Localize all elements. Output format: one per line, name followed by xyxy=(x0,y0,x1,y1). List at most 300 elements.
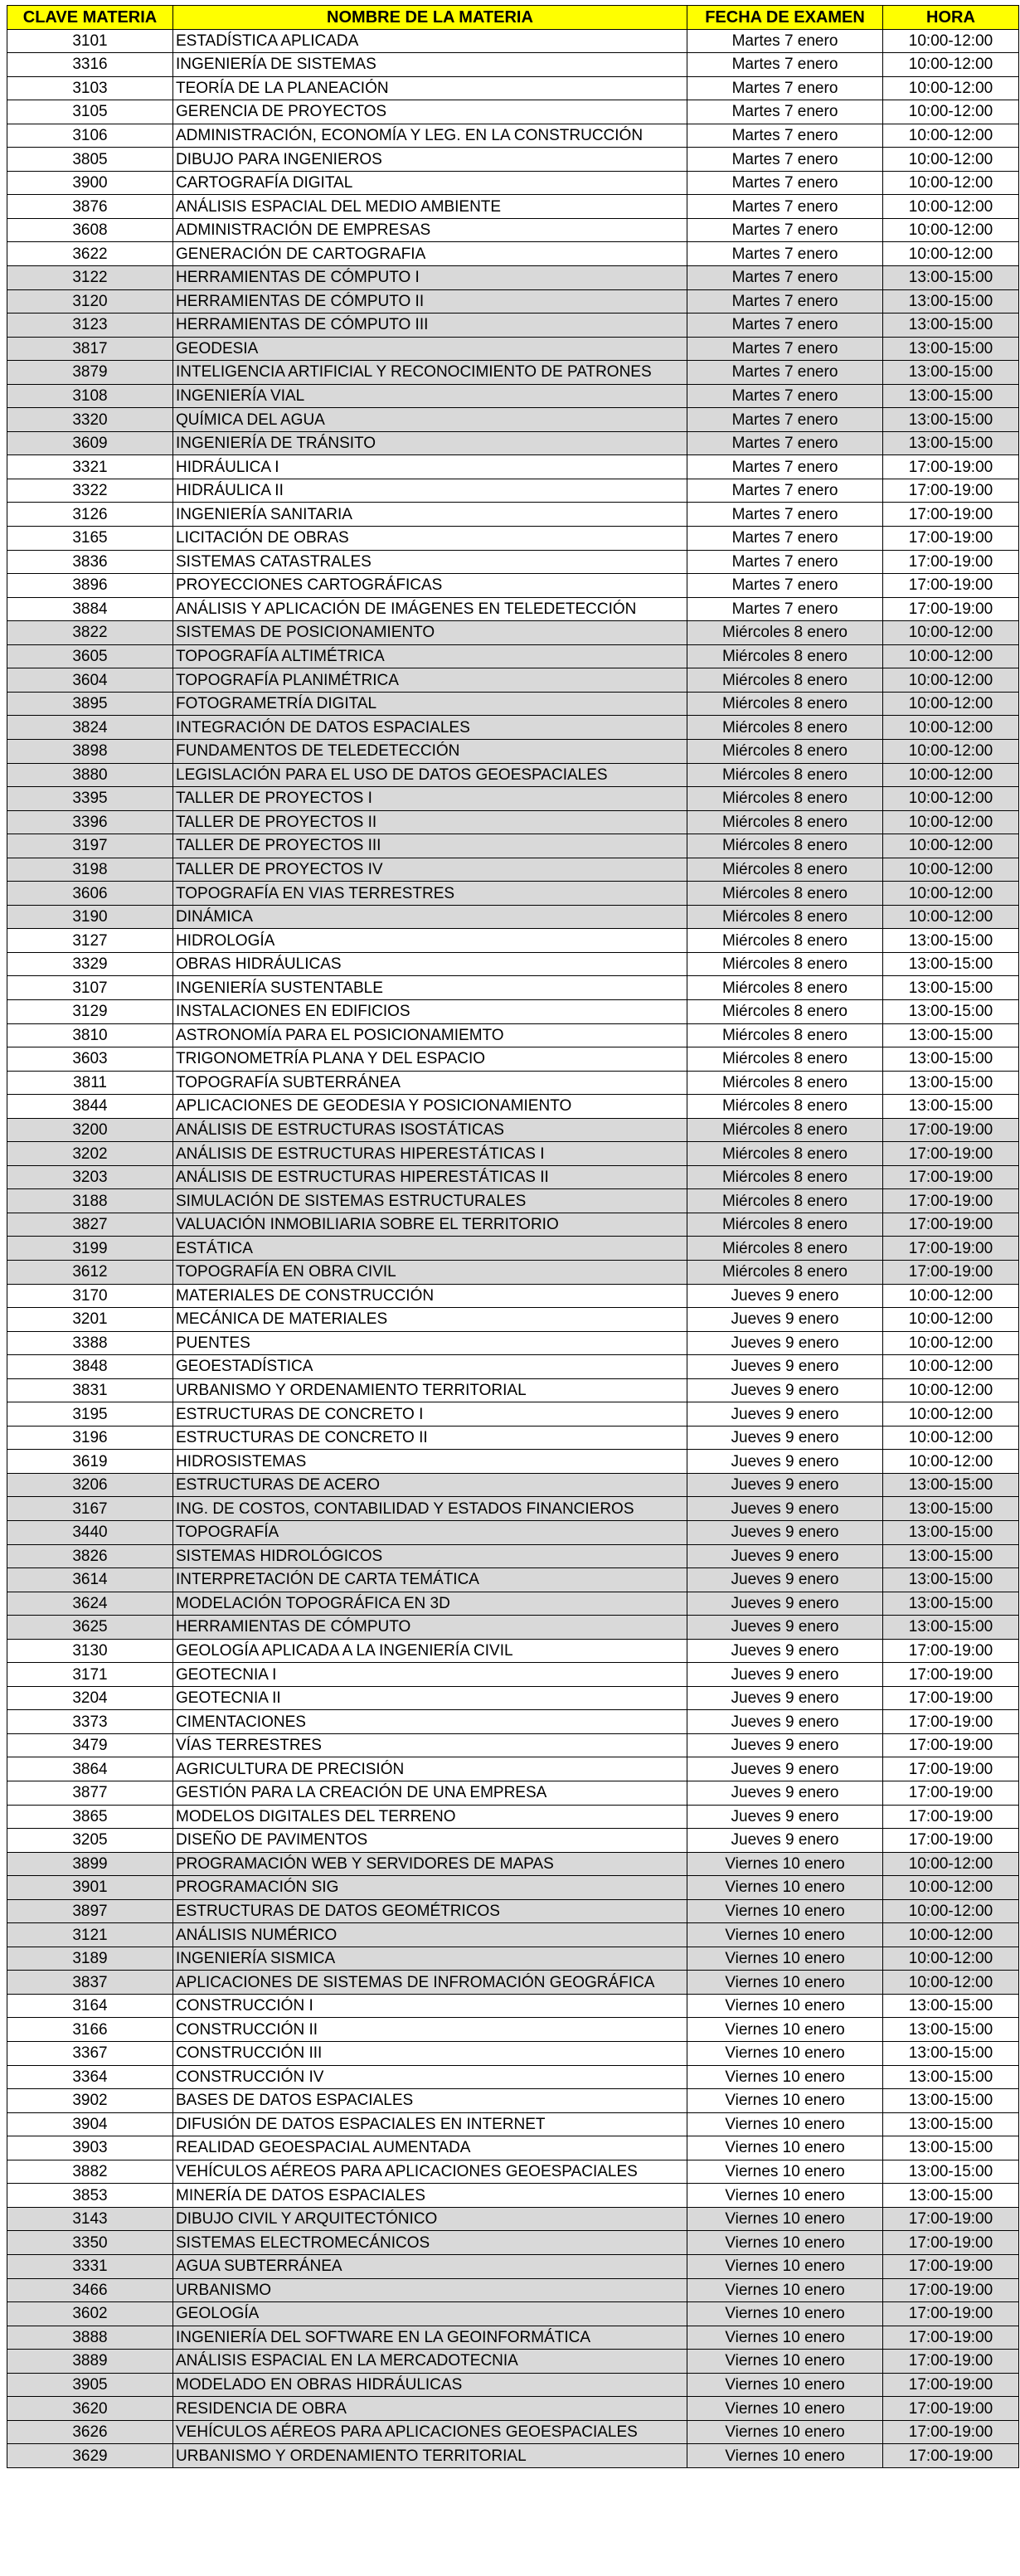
cell-nombre: TALLER DE PROYECTOS III xyxy=(173,834,687,858)
table-row xyxy=(7,739,1019,763)
cell-hora: 10:00-12:00 xyxy=(883,1923,1019,1947)
table-row xyxy=(7,527,1019,551)
table-row xyxy=(7,1473,1019,1497)
cell-fecha: Viernes 10 enero xyxy=(687,2350,883,2374)
table-row xyxy=(7,810,1019,834)
cell-fecha: Jueves 9 enero xyxy=(687,1663,883,1687)
table-row xyxy=(7,2326,1019,2350)
cell-clave: 3199 xyxy=(7,1237,173,1261)
cell-fecha: Jueves 9 enero xyxy=(687,1331,883,1355)
header-nombre-materia: NOMBRE DE LA MATERIA xyxy=(173,6,687,30)
table-row xyxy=(7,2254,1019,2278)
cell-hora: 17:00-19:00 xyxy=(883,2254,1019,2278)
cell-clave: 3200 xyxy=(7,1118,173,1142)
table-row xyxy=(7,858,1019,882)
cell-clave: 3853 xyxy=(7,2184,173,2208)
cell-fecha: Viernes 10 enero xyxy=(687,2089,883,2113)
table-row xyxy=(7,455,1019,479)
cell-fecha: Viernes 10 enero xyxy=(687,2136,883,2160)
cell-hora: 10:00-12:00 xyxy=(883,76,1019,100)
cell-fecha: Martes 7 enero xyxy=(687,431,883,455)
cell-hora: 17:00-19:00 xyxy=(883,2326,1019,2350)
cell-nombre: GENERACIÓN DE CARTOGRAFIA xyxy=(173,242,687,266)
cell-clave: 3620 xyxy=(7,2397,173,2421)
cell-nombre: INSTALACIONES EN EDIFICIOS xyxy=(173,999,687,1023)
cell-fecha: Viernes 10 enero xyxy=(687,2231,883,2255)
cell-hora: 13:00-15:00 xyxy=(883,337,1019,361)
cell-clave: 3188 xyxy=(7,1189,173,1213)
cell-nombre: GESTIÓN PARA LA CREACIÓN DE UNA EMPRESA xyxy=(173,1781,687,1806)
table-row xyxy=(7,1047,1019,1072)
cell-fecha: Jueves 9 enero xyxy=(687,1308,883,1332)
table-row xyxy=(7,2065,1019,2089)
cell-clave: 3898 xyxy=(7,739,173,763)
cell-clave: 3364 xyxy=(7,2065,173,2089)
table-row xyxy=(7,550,1019,574)
cell-clave: 3884 xyxy=(7,597,173,621)
table-row xyxy=(7,313,1019,338)
table-row xyxy=(7,479,1019,503)
cell-clave: 3203 xyxy=(7,1165,173,1189)
cell-clave: 3905 xyxy=(7,2373,173,2397)
cell-hora: 10:00-12:00 xyxy=(883,195,1019,219)
cell-hora: 13:00-15:00 xyxy=(883,313,1019,338)
cell-clave: 3170 xyxy=(7,1284,173,1308)
cell-nombre: VEHÍCULOS AÉREOS PARA APLICACIONES GEOESPACIALES xyxy=(173,2160,687,2184)
cell-clave: 3204 xyxy=(7,1686,173,1710)
table-row xyxy=(7,1971,1019,1995)
table-row xyxy=(7,408,1019,432)
cell-nombre: ESTRUCTURAS DE CONCRETO I xyxy=(173,1402,687,1427)
table-row xyxy=(7,218,1019,242)
cell-hora: 17:00-19:00 xyxy=(883,479,1019,503)
cell-clave: 3629 xyxy=(7,2444,173,2468)
cell-hora: 13:00-15:00 xyxy=(883,1095,1019,1119)
cell-fecha: Jueves 9 enero xyxy=(687,1426,883,1450)
cell-nombre: TRIGONOMETRÍA PLANA Y DEL ESPACIO xyxy=(173,1047,687,1072)
cell-fecha: Miércoles 8 enero xyxy=(687,1023,883,1047)
table-row xyxy=(7,1284,1019,1308)
cell-clave: 3896 xyxy=(7,574,173,598)
cell-nombre: DIFUSIÓN DE DATOS ESPACIALES EN INTERNET xyxy=(173,2112,687,2136)
cell-clave: 3167 xyxy=(7,1497,173,1521)
cell-hora: 10:00-12:00 xyxy=(883,882,1019,906)
cell-nombre: ESTADÍSTICA APLICADA xyxy=(173,29,687,53)
cell-clave: 3367 xyxy=(7,2042,173,2066)
cell-clave: 3440 xyxy=(7,1521,173,1545)
cell-hora: 17:00-19:00 xyxy=(883,1757,1019,1781)
cell-clave: 3329 xyxy=(7,952,173,976)
cell-clave: 3899 xyxy=(7,1852,173,1876)
cell-nombre: ESTRUCTURAS DE CONCRETO II xyxy=(173,1426,687,1450)
cell-clave: 3122 xyxy=(7,266,173,290)
cell-nombre: PROGRAMACIÓN WEB Y SERVIDORES DE MAPAS xyxy=(173,1852,687,1876)
cell-clave: 3604 xyxy=(7,668,173,693)
table-row xyxy=(7,2350,1019,2374)
cell-hora: 10:00-12:00 xyxy=(883,1284,1019,1308)
cell-nombre: SISTEMAS HIDROLÓGICOS xyxy=(173,1544,687,1568)
cell-nombre: SISTEMAS ELECTROMECÁNICOS xyxy=(173,2231,687,2255)
cell-nombre: TOPOGRAFÍA EN OBRA CIVIL xyxy=(173,1260,687,1284)
cell-clave: 3166 xyxy=(7,2018,173,2042)
cell-fecha: Miércoles 8 enero xyxy=(687,1071,883,1095)
cell-nombre: TALLER DE PROYECTOS I xyxy=(173,787,687,811)
table-row xyxy=(7,29,1019,53)
cell-nombre: GEOTECNIA I xyxy=(173,1663,687,1687)
cell-fecha: Viernes 10 enero xyxy=(687,2207,883,2231)
cell-nombre: ESTÁTICA xyxy=(173,1237,687,1261)
cell-nombre: TOPOGRAFÍA PLANIMÉTRICA xyxy=(173,668,687,693)
cell-clave: 3388 xyxy=(7,1331,173,1355)
cell-fecha: Miércoles 8 enero xyxy=(687,858,883,882)
cell-fecha: Miércoles 8 enero xyxy=(687,644,883,668)
table-row xyxy=(7,195,1019,219)
table-row xyxy=(7,1994,1019,2018)
cell-nombre: VÍAS TERRESTRES xyxy=(173,1733,687,1757)
cell-hora: 13:00-15:00 xyxy=(883,2160,1019,2184)
cell-fecha: Miércoles 8 enero xyxy=(687,882,883,906)
cell-clave: 3844 xyxy=(7,1095,173,1119)
cell-clave: 3901 xyxy=(7,1876,173,1900)
cell-fecha: Martes 7 enero xyxy=(687,550,883,574)
cell-nombre: URBANISMO xyxy=(173,2278,687,2302)
cell-fecha: Martes 7 enero xyxy=(687,171,883,195)
table-row xyxy=(7,1355,1019,1379)
table-row xyxy=(7,2018,1019,2042)
cell-fecha: Miércoles 8 enero xyxy=(687,787,883,811)
cell-fecha: Martes 7 enero xyxy=(687,29,883,53)
cell-clave: 3882 xyxy=(7,2160,173,2184)
cell-clave: 3103 xyxy=(7,76,173,100)
cell-fecha: Martes 7 enero xyxy=(687,479,883,503)
cell-fecha: Miércoles 8 enero xyxy=(687,999,883,1023)
cell-nombre: LICITACIÓN DE OBRAS xyxy=(173,527,687,551)
cell-fecha: Jueves 9 enero xyxy=(687,1378,883,1402)
cell-clave: 3106 xyxy=(7,124,173,148)
cell-nombre: HIDRÁULICA I xyxy=(173,455,687,479)
cell-hora: 13:00-15:00 xyxy=(883,2042,1019,2066)
cell-hora: 13:00-15:00 xyxy=(883,999,1019,1023)
table-row xyxy=(7,2184,1019,2208)
table-row xyxy=(7,1213,1019,1237)
header-hora: HORA xyxy=(883,6,1019,30)
cell-hora: 17:00-19:00 xyxy=(883,1118,1019,1142)
cell-nombre: MODELACIÓN TOPOGRÁFICA EN 3D xyxy=(173,1592,687,1616)
cell-fecha: Miércoles 8 enero xyxy=(687,1213,883,1237)
cell-clave: 3164 xyxy=(7,1994,173,2018)
table-row xyxy=(7,1071,1019,1095)
cell-fecha: Viernes 10 enero xyxy=(687,2373,883,2397)
cell-clave: 3876 xyxy=(7,195,173,219)
cell-nombre: ANÁLISIS NUMÉRICO xyxy=(173,1923,687,1947)
cell-hora: 13:00-15:00 xyxy=(883,2065,1019,2089)
cell-clave: 3810 xyxy=(7,1023,173,1047)
cell-fecha: Martes 7 enero xyxy=(687,384,883,408)
table-row xyxy=(7,2278,1019,2302)
cell-fecha: Viernes 10 enero xyxy=(687,2042,883,2066)
cell-clave: 3395 xyxy=(7,787,173,811)
cell-hora: 17:00-19:00 xyxy=(883,455,1019,479)
cell-hora: 13:00-15:00 xyxy=(883,1616,1019,1640)
cell-clave: 3123 xyxy=(7,313,173,338)
cell-clave: 3805 xyxy=(7,148,173,172)
cell-fecha: Martes 7 enero xyxy=(687,124,883,148)
cell-clave: 3396 xyxy=(7,810,173,834)
cell-fecha: Jueves 9 enero xyxy=(687,1592,883,1616)
cell-hora: 17:00-19:00 xyxy=(883,1165,1019,1189)
cell-clave: 3190 xyxy=(7,905,173,929)
table-row xyxy=(7,1497,1019,1521)
table-row xyxy=(7,787,1019,811)
cell-clave: 3479 xyxy=(7,1733,173,1757)
cell-hora: 17:00-19:00 xyxy=(883,1142,1019,1166)
cell-nombre: INGENIERÍA SANITARIA xyxy=(173,503,687,527)
cell-nombre: RESIDENCIA DE OBRA xyxy=(173,2397,687,2421)
cell-hora: 17:00-19:00 xyxy=(883,1686,1019,1710)
cell-hora: 10:00-12:00 xyxy=(883,644,1019,668)
cell-clave: 3198 xyxy=(7,858,173,882)
cell-hora: 10:00-12:00 xyxy=(883,1450,1019,1474)
cell-clave: 3624 xyxy=(7,1592,173,1616)
cell-hora: 13:00-15:00 xyxy=(883,2018,1019,2042)
cell-fecha: Miércoles 8 enero xyxy=(687,810,883,834)
cell-fecha: Viernes 10 enero xyxy=(687,1994,883,2018)
table-row xyxy=(7,2042,1019,2066)
cell-clave: 3897 xyxy=(7,1899,173,1923)
table-row xyxy=(7,1639,1019,1663)
table-row xyxy=(7,763,1019,787)
cell-clave: 3205 xyxy=(7,1829,173,1853)
table-row xyxy=(7,431,1019,455)
table-row xyxy=(7,266,1019,290)
cell-hora: 13:00-15:00 xyxy=(883,1473,1019,1497)
cell-hora: 10:00-12:00 xyxy=(883,1852,1019,1876)
cell-fecha: Miércoles 8 enero xyxy=(687,929,883,953)
cell-fecha: Jueves 9 enero xyxy=(687,1805,883,1829)
table-row xyxy=(7,1757,1019,1781)
cell-clave: 3900 xyxy=(7,171,173,195)
cell-nombre: MINERÍA DE DATOS ESPACIALES xyxy=(173,2184,687,2208)
cell-fecha: Jueves 9 enero xyxy=(687,1355,883,1379)
cell-clave: 3197 xyxy=(7,834,173,858)
cell-nombre: TOPOGRAFÍA ALTIMÉTRICA xyxy=(173,644,687,668)
cell-clave: 3605 xyxy=(7,644,173,668)
cell-fecha: Martes 7 enero xyxy=(687,337,883,361)
table-row xyxy=(7,999,1019,1023)
cell-hora: 17:00-19:00 xyxy=(883,527,1019,551)
cell-fecha: Viernes 10 enero xyxy=(687,1947,883,1971)
table-row xyxy=(7,1876,1019,1900)
cell-clave: 3822 xyxy=(7,621,173,645)
cell-fecha: Jueves 9 enero xyxy=(687,1402,883,1427)
cell-nombre: ING. DE COSTOS, CONTABILIDAD Y ESTADOS FINANCIEROS xyxy=(173,1497,687,1521)
cell-hora: 10:00-12:00 xyxy=(883,218,1019,242)
cell-hora: 13:00-15:00 xyxy=(883,1023,1019,1047)
cell-nombre: SISTEMAS DE POSICIONAMIENTO xyxy=(173,621,687,645)
cell-hora: 10:00-12:00 xyxy=(883,787,1019,811)
table-row xyxy=(7,692,1019,716)
cell-clave: 3129 xyxy=(7,999,173,1023)
table-row xyxy=(7,716,1019,740)
cell-fecha: Martes 7 enero xyxy=(687,597,883,621)
cell-nombre: MECÁNICA DE MATERIALES xyxy=(173,1308,687,1332)
cell-fecha: Martes 7 enero xyxy=(687,408,883,432)
cell-fecha: Martes 7 enero xyxy=(687,100,883,124)
cell-hora: 10:00-12:00 xyxy=(883,810,1019,834)
cell-nombre: TOPOGRAFÍA SUBTERRÁNEA xyxy=(173,1071,687,1095)
table-row xyxy=(7,1308,1019,1332)
cell-clave: 3321 xyxy=(7,455,173,479)
table-row xyxy=(7,2302,1019,2326)
cell-hora: 13:00-15:00 xyxy=(883,976,1019,1000)
cell-nombre: GEOLOGÍA APLICADA A LA INGENIERÍA CIVIL xyxy=(173,1639,687,1663)
cell-fecha: Martes 7 enero xyxy=(687,289,883,313)
cell-clave: 3904 xyxy=(7,2112,173,2136)
cell-nombre: CONSTRUCCIÓN IV xyxy=(173,2065,687,2089)
cell-fecha: Jueves 9 enero xyxy=(687,1757,883,1781)
table-row xyxy=(7,1095,1019,1119)
cell-hora: 17:00-19:00 xyxy=(883,550,1019,574)
cell-nombre: INGENIERÍA DE SISTEMAS xyxy=(173,53,687,77)
table-row xyxy=(7,1568,1019,1592)
cell-hora: 10:00-12:00 xyxy=(883,1971,1019,1995)
cell-clave: 3889 xyxy=(7,2350,173,2374)
cell-nombre: TOPOGRAFÍA EN VIAS TERRESTRES xyxy=(173,882,687,906)
cell-fecha: Martes 7 enero xyxy=(687,574,883,598)
cell-clave: 3316 xyxy=(7,53,173,77)
cell-fecha: Viernes 10 enero xyxy=(687,2420,883,2444)
cell-fecha: Martes 7 enero xyxy=(687,266,883,290)
cell-nombre: MODELADO EN OBRAS HIDRÁULICAS xyxy=(173,2373,687,2397)
cell-nombre: SISTEMAS CATASTRALES xyxy=(173,550,687,574)
cell-hora: 10:00-12:00 xyxy=(883,1402,1019,1427)
table-row xyxy=(7,1402,1019,1427)
cell-clave: 3877 xyxy=(7,1781,173,1806)
cell-hora: 10:00-12:00 xyxy=(883,834,1019,858)
cell-hora: 17:00-19:00 xyxy=(883,2207,1019,2231)
cell-nombre: ANÁLISIS DE ESTRUCTURAS ISOSTÁTICAS xyxy=(173,1118,687,1142)
cell-fecha: Jueves 9 enero xyxy=(687,1829,883,1853)
cell-fecha: Miércoles 8 enero xyxy=(687,905,883,929)
cell-hora: 17:00-19:00 xyxy=(883,1710,1019,1734)
table-row xyxy=(7,597,1019,621)
cell-fecha: Martes 7 enero xyxy=(687,76,883,100)
cell-clave: 3320 xyxy=(7,408,173,432)
cell-clave: 3189 xyxy=(7,1947,173,1971)
cell-hora: 10:00-12:00 xyxy=(883,171,1019,195)
cell-nombre: QUÍMICA DEL AGUA xyxy=(173,408,687,432)
cell-fecha: Viernes 10 enero xyxy=(687,2326,883,2350)
cell-hora: 10:00-12:00 xyxy=(883,29,1019,53)
table-row xyxy=(7,1260,1019,1284)
cell-hora: 17:00-19:00 xyxy=(883,1639,1019,1663)
cell-clave: 3143 xyxy=(7,2207,173,2231)
cell-nombre: APLICACIONES DE GEODESIA Y POSICIONAMIENTO xyxy=(173,1095,687,1119)
cell-clave: 3827 xyxy=(7,1213,173,1237)
cell-fecha: Viernes 10 enero xyxy=(687,2018,883,2042)
cell-fecha: Martes 7 enero xyxy=(687,527,883,551)
table-row xyxy=(7,100,1019,124)
header-clave-materia: CLAVE MATERIA xyxy=(7,6,173,30)
table-row xyxy=(7,1189,1019,1213)
cell-nombre: FOTOGRAMETRÍA DIGITAL xyxy=(173,692,687,716)
cell-fecha: Miércoles 8 enero xyxy=(687,1260,883,1284)
cell-hora: 10:00-12:00 xyxy=(883,124,1019,148)
cell-hora: 10:00-12:00 xyxy=(883,858,1019,882)
cell-clave: 3895 xyxy=(7,692,173,716)
cell-fecha: Jueves 9 enero xyxy=(687,1639,883,1663)
cell-fecha: Martes 7 enero xyxy=(687,503,883,527)
cell-clave: 3609 xyxy=(7,431,173,455)
cell-fecha: Miércoles 8 enero xyxy=(687,1047,883,1072)
cell-clave: 3322 xyxy=(7,479,173,503)
cell-clave: 3206 xyxy=(7,1473,173,1497)
cell-fecha: Jueves 9 enero xyxy=(687,1733,883,1757)
cell-fecha: Jueves 9 enero xyxy=(687,1568,883,1592)
cell-clave: 3879 xyxy=(7,361,173,385)
cell-nombre: CONSTRUCCIÓN III xyxy=(173,2042,687,2066)
cell-fecha: Martes 7 enero xyxy=(687,218,883,242)
cell-nombre: HERRAMIENTAS DE CÓMPUTO III xyxy=(173,313,687,338)
table-row xyxy=(7,242,1019,266)
table-body xyxy=(7,29,1019,2467)
table-row xyxy=(7,976,1019,1000)
table-row xyxy=(7,574,1019,598)
cell-fecha: Martes 7 enero xyxy=(687,195,883,219)
cell-clave: 3902 xyxy=(7,2089,173,2113)
table-row xyxy=(7,171,1019,195)
cell-fecha: Miércoles 8 enero xyxy=(687,1165,883,1189)
cell-nombre: INGENIERÍA SUSTENTABLE xyxy=(173,976,687,1000)
cell-hora: 13:00-15:00 xyxy=(883,2089,1019,2113)
cell-nombre: GERENCIA DE PROYECTOS xyxy=(173,100,687,124)
cell-clave: 3350 xyxy=(7,2231,173,2255)
cell-nombre: INTELIGENCIA ARTIFICIAL Y RECONOCIMIENTO DE PATRONES xyxy=(173,361,687,385)
cell-fecha: Viernes 10 enero xyxy=(687,2184,883,2208)
cell-nombre: GEOESTADÍSTICA xyxy=(173,1355,687,1379)
cell-clave: 3903 xyxy=(7,2136,173,2160)
cell-hora: 17:00-19:00 xyxy=(883,1733,1019,1757)
cell-hora: 17:00-19:00 xyxy=(883,2350,1019,2374)
cell-nombre: HIDRÁULICA II xyxy=(173,479,687,503)
cell-fecha: Jueves 9 enero xyxy=(687,1781,883,1806)
cell-clave: 3602 xyxy=(7,2302,173,2326)
table-row xyxy=(7,2207,1019,2231)
cell-fecha: Martes 7 enero xyxy=(687,53,883,77)
table-row xyxy=(7,1710,1019,1734)
cell-nombre: VALUACIÓN INMOBILIARIA SOBRE EL TERRITORIO xyxy=(173,1213,687,1237)
cell-hora: 10:00-12:00 xyxy=(883,621,1019,645)
cell-nombre: DIBUJO PARA INGENIEROS xyxy=(173,148,687,172)
cell-nombre: CONSTRUCCIÓN II xyxy=(173,2018,687,2042)
cell-clave: 3811 xyxy=(7,1071,173,1095)
cell-clave: 3826 xyxy=(7,1544,173,1568)
cell-hora: 17:00-19:00 xyxy=(883,1213,1019,1237)
cell-nombre: MATERIALES DE CONSTRUCCIÓN xyxy=(173,1284,687,1308)
cell-hora: 17:00-19:00 xyxy=(883,503,1019,527)
cell-nombre: VEHÍCULOS AÉREOS PARA APLICACIONES GEOESPACIALES xyxy=(173,2420,687,2444)
cell-hora: 13:00-15:00 xyxy=(883,1544,1019,1568)
table-row xyxy=(7,1781,1019,1806)
table-row xyxy=(7,1378,1019,1402)
table-row xyxy=(7,1142,1019,1166)
cell-clave: 3626 xyxy=(7,2420,173,2444)
cell-nombre: INGENIERÍA DEL SOFTWARE EN LA GEOINFORMÁTICA xyxy=(173,2326,687,2350)
cell-hora: 13:00-15:00 xyxy=(883,1568,1019,1592)
table-row xyxy=(7,2089,1019,2113)
cell-fecha: Viernes 10 enero xyxy=(687,2254,883,2278)
cell-hora: 13:00-15:00 xyxy=(883,408,1019,432)
